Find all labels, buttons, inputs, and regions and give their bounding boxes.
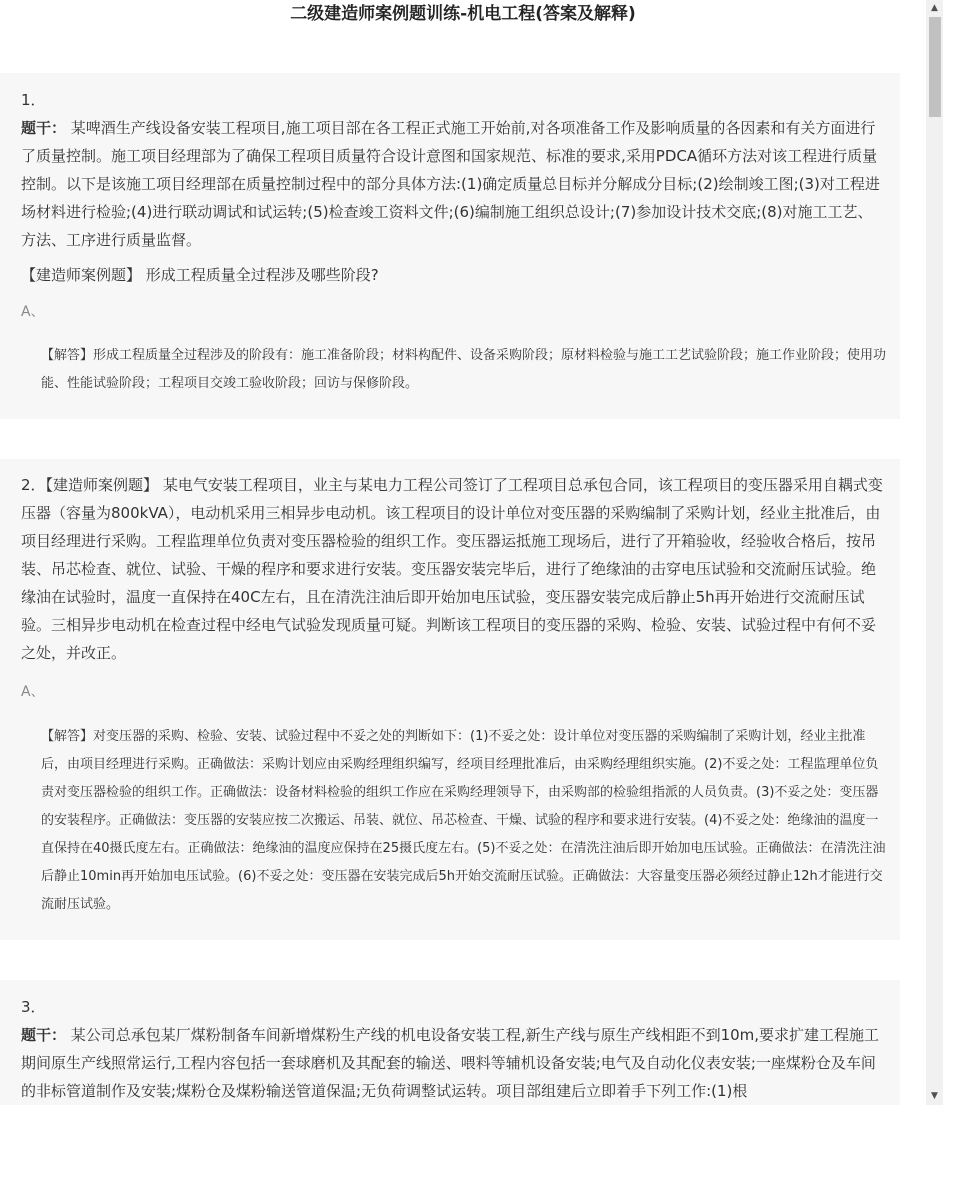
answer-2: 【解答】对变压器的采购、检验、安装、试验过程中不妥之处的判断如下：(1)不妥之处：设计单位对变压器的采购编制了采购计划，经业主批准后，由项目经理进行采购。正确做法：采购计划应由采购经理组织编写，经项目经理批准后，由采购经理组织实施。(2)不妥之处：工程监理单位负责对变压器检验的组织工作。正确做法：设备材料检验的组织工作应在采购经理领导下，由采购部的检验组指派的人员负责。(3)不妥之处：变压器的安装程序。正确做法：变压器的安装应按二次搬运、吊装、就位、吊芯检查、干燥、试验的程序和要求进行安装。(4)不妥之处：绝缘油的温度一直保持在40摄氏度左右。正确做法：绝缘油的温度应保持在25摄氏度左右。(5)不妥之处：在清洗注油后即开始加电压试验。正确做法：在清洗注油后静止10min再开始加电压试验。(6)不妥之处：变压器在安装完成后5h开始交流耐压试验。正确做法：大容量变压器必须经过静止12h才能进行交流耐压试验。 [41,729,886,912]
vertical-scrollbar[interactable] [926,0,943,1105]
question-card-3 [0,980,900,1105]
stem-label-1: 题干： [21,119,67,137]
scroll-up-icon[interactable]: ▲ [931,3,938,13]
answer-1: 【解答】形成工程质量全过程涉及的阶段有：施工准备阶段；材料构配件、设备采购阶段；原材料检验与施工工艺试验阶段；施工作业阶段；使用功能、性能试验阶段；工程项目交竣工验收阶段；回访与保修阶段。 [41,348,887,391]
question-number-3: 3． [21,998,46,1016]
option-a-2: A、 [21,684,45,700]
question-stem-2 [21,471,886,667]
stem-text-3: 某公司总承包某厂煤粉制备车间新增煤粉生产线的机电设备安装工程,新生产线与原生产线相距不到10m,要求扩建工程施工期间原生产线照常运行,工程内容包括一套球磨机及其配套的输送、喂料等辅机设备安装;电气及自动化仪表安装;一座煤粉仓及车间的非标管道制作及安装;煤粉仓及煤粉输送管道保温;无负荷调整试运转。项目部组建后立即着手下列工作:(1)根 [21,1026,880,1100]
question-number-2: 2． [21,476,46,494]
option-a-1: A、 [21,304,45,320]
stem-text-2: 【建造师案例题】 某电气安装工程项目，业主与某电力工程公司签订了工程项目总承包合同，该工程项目的变压器采用自耦式变压器（容量为800kVA），电动机采用三相异步电动机。该工程项目的设计单位对变压器的采购编制了采购计划，经业主批准后，由项目经理进行采购。工程监理单位负责对变压器检验的组织工作。变压器运抵施工现场后，进行了开箱验收，经验收合格后，按吊装、吊芯检查、就位、试验、干燥的程序和要求进行安装。变压器安装完毕后，进行了绝缘油的击穿电压试验和交流耐压试验。绝缘油在试验时，温度一直保持在40C左右，且在清洗注油后即开始加电压试验，变压器安装完成后静止5h再开始进行交流耐压试验。三相异步电动机在检查过程中经电气试验发现质量可疑。判断该工程项目的变压器的采购、检验、安装、试验过程中有何不妥之处，并改正。 [21,476,883,662]
question-card-1 [0,73,900,419]
question-number-1: 1． [21,91,46,109]
question-stem-3 [21,993,886,1105]
scroll-down-icon[interactable]: ▼ [931,1091,938,1101]
scrollbar-thumb[interactable] [929,17,941,117]
question-card-2 [0,459,900,940]
page-title: 二级建造师案例题训练-机电工程(答案及解释) [290,4,636,24]
stem-text-1: 某啤酒生产线设备安装工程项目,施工项目部在各工程正式施工开始前,对各项准备工作及影响质量的各因素和有关方面进行了质量控制。施工项目经理部为了确保工程项目质量符合设计意图和国家规范、标准的要求,采用PDCA循环方法对该工程进行质量控制。以下是该施工项目经理部在质量控制过程中的部分具体方法:(1)确定质量总目标并分解成分目标;(2)绘制竣工图;(3)对工程进场材料进行检验;(4)进行联动调试和试运转;(5)检查竣工资料文件;(6)编制施工组织总设计;(7)参加设计技术交底;(8)对施工工艺、方法、工序进行质量监督。 [21,119,880,249]
stem-label-3: 题干： [21,1026,67,1044]
question-prompt-1: 【建造师案例题】 形成工程质量全过程涉及哪些阶段? [21,266,379,284]
question-stem-1 [21,86,886,254]
